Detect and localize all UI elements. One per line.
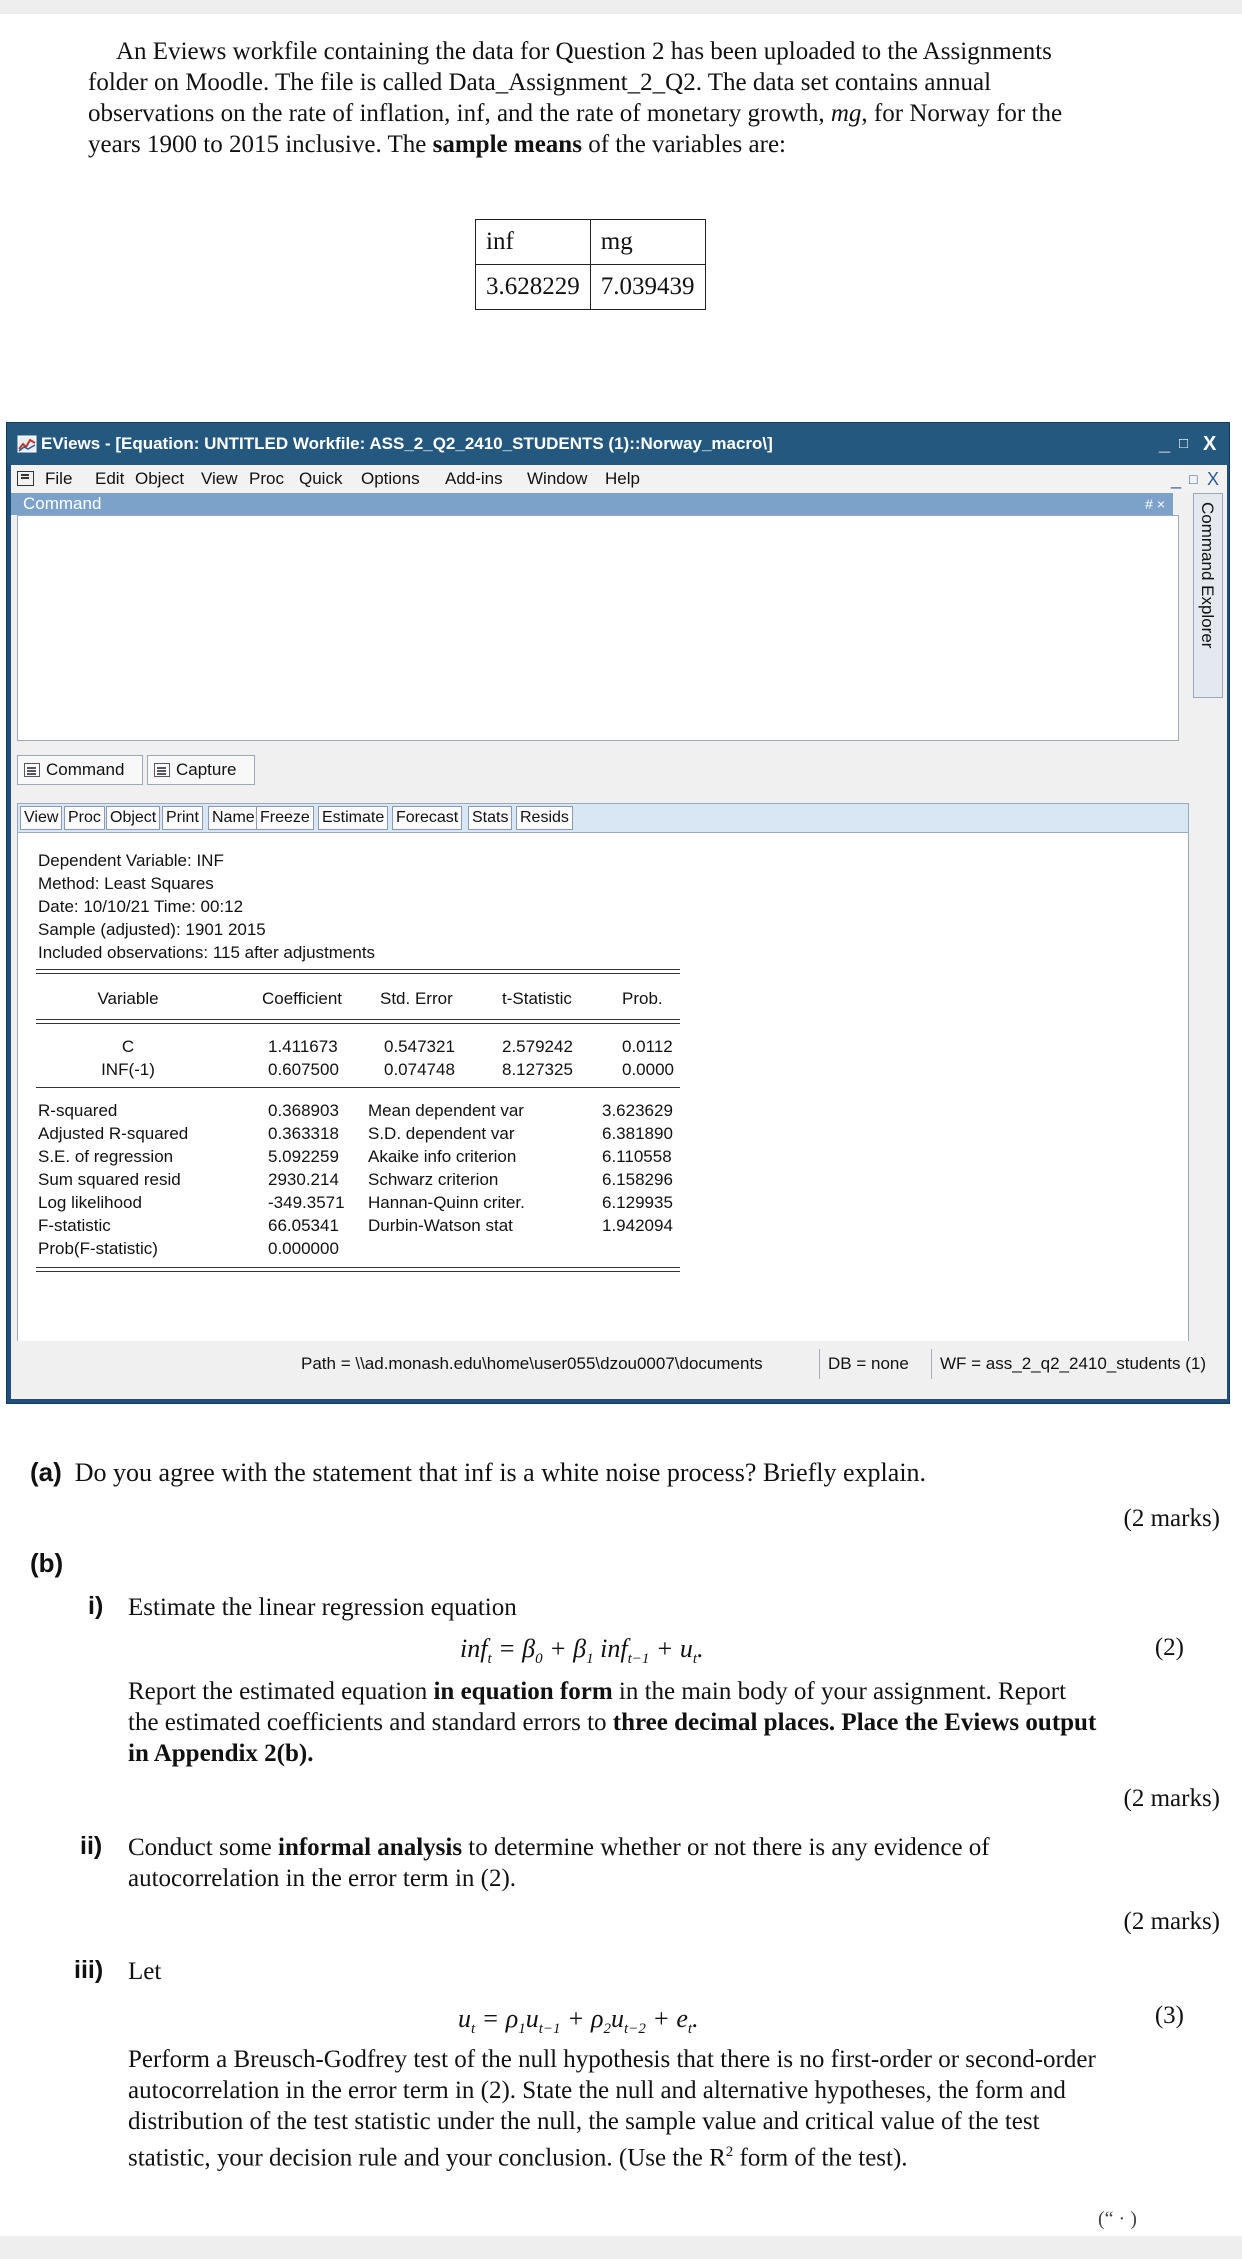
coef-value: 1.411673 — [268, 1037, 338, 1056]
coef-t-stat: 8.127325 — [502, 1060, 573, 1079]
equation-2-number: (2) — [1154, 1634, 1184, 1661]
coef-t-stat: 2.579242 — [502, 1037, 573, 1056]
question-b-ii-number: ii) — [80, 1832, 103, 1860]
stat-value: 0.000000 — [268, 1239, 339, 1258]
eq2-rendered: $inf_t = \beta_0 + \beta_1$ $inf_{t-1} + u_t$. — [460, 1634, 704, 1668]
menu-options[interactable]: Options — [361, 469, 420, 488]
stat-value: 2930.214 — [268, 1170, 339, 1189]
object-button[interactable]: Object — [106, 806, 160, 830]
means-header-mg: mg — [590, 220, 705, 265]
resids-button[interactable]: Resids — [516, 806, 573, 830]
question-a: (a) Do you agree with the statement that inf is a white noise process? Briefly explain. — [30, 1457, 927, 1487]
col-header-std-error: Std. Error — [380, 989, 453, 1008]
stat-label: Mean dependent var — [368, 1101, 524, 1120]
intro-paragraph: An Eviews workfile containing the data for Question 2 has been uploaded to the Assignments folder on Moodle. The file is called Data_Assignment_2_Q2. The data set contains annual observations on the rate of inflation, inf, and the rate of monetary growth, mg, for Norway for the years 1900 to 2015 inclusive. The sample means of the variables are: — [88, 38, 1063, 158]
stat-value: -349.3571 — [268, 1193, 345, 1212]
estimate-button[interactable]: Estimate — [318, 806, 388, 830]
mdi-restore-icon[interactable]: □ — [1189, 471, 1198, 487]
stat-value: 0.368903 — [268, 1101, 339, 1120]
column-header-rule — [36, 1019, 680, 1024]
stat-value: 1.942094 — [602, 1216, 673, 1235]
sample-line: Sample (adjusted): 1901 2015 — [38, 920, 266, 939]
name-button[interactable]: Name — [208, 806, 259, 830]
eviews-window — [6, 422, 1230, 1404]
top-margin — [0, 0, 1242, 14]
stat-value: 3.623629 — [602, 1101, 673, 1120]
pin-close-icon[interactable]: # × — [1145, 496, 1165, 512]
tab-capture[interactable]: Capture — [147, 755, 255, 785]
col-header-coefficient: Coefficient — [262, 989, 343, 1008]
command-tab-icon — [24, 763, 40, 777]
question-a-marks: (2 marks) — [1123, 1505, 1220, 1532]
coef-prob: 0.0112 — [622, 1037, 673, 1056]
coef-var: C — [121, 1037, 135, 1056]
freeze-button[interactable]: Freeze — [256, 806, 314, 830]
dependent-variable-line: Dependent Variable: INF — [38, 851, 224, 870]
coef-std-error: 0.547321 — [384, 1037, 455, 1056]
tab-command[interactable]: Command — [17, 755, 143, 785]
stats-button[interactable]: Stats — [468, 806, 512, 830]
forecast-button[interactable]: Forecast — [392, 806, 462, 830]
coef-rule — [36, 1087, 680, 1088]
method-line: Method: Least Squares — [38, 874, 214, 893]
command-explorer-tab[interactable]: Command Explorer — [1193, 493, 1223, 698]
observations-line: Included observations: 115 after adjustments — [38, 943, 376, 962]
coef-value: 0.607500 — [268, 1060, 339, 1079]
maximize-icon[interactable]: □ — [1179, 435, 1189, 452]
means-value-inf: 3.628229 — [476, 265, 591, 310]
coef-prob: 0.0000 — [622, 1060, 674, 1079]
stat-value: 6.129935 — [602, 1193, 673, 1212]
bottom-rule — [36, 1267, 680, 1272]
question-b-ii-marks: (2 marks) — [1123, 1908, 1220, 1935]
view-button[interactable]: View — [20, 806, 62, 830]
question-b-label: (b) — [30, 1548, 64, 1578]
menu-bar — [11, 465, 1227, 493]
means-value-mg: 7.039439 — [590, 265, 705, 310]
menu-file[interactable]: File — [45, 469, 73, 488]
menu-help[interactable]: Help — [605, 469, 640, 488]
equation-toolbar — [17, 803, 1189, 833]
sample-means-table — [475, 219, 706, 310]
col-header-prob: Prob. — [622, 989, 663, 1008]
stat-label: Schwarz criterion — [368, 1170, 499, 1189]
stat-label: Sum squared resid — [38, 1170, 181, 1189]
coef-std-error: 0.074748 — [384, 1060, 455, 1079]
col-header-t-statistic: t-Statistic — [502, 989, 572, 1008]
menu-window[interactable]: Window — [527, 469, 588, 488]
stat-label: R-squared — [38, 1101, 118, 1120]
stat-label: Hannan-Quinn criter. — [368, 1193, 525, 1212]
system-menu-icon[interactable] — [17, 471, 34, 486]
stat-label: Log likelihood — [38, 1193, 142, 1212]
equation-2 — [460, 1634, 704, 1668]
menu-proc[interactable]: Proc — [249, 469, 284, 488]
print-button[interactable]: Print — [162, 806, 203, 830]
stat-label: S.E. of regression — [38, 1147, 174, 1166]
stat-value: 6.158296 — [602, 1170, 673, 1189]
question-b-ii-text: Conduct some informal analysis to determine whether or not there is any evidence of autocorrelation in the error term in (2). — [128, 1834, 990, 1892]
mdi-close-icon[interactable]: X — [1207, 469, 1220, 489]
status-bar — [11, 1343, 1227, 1385]
regression-output — [17, 833, 1189, 1341]
question-b-i-report: Report the estimated equation in equation form in the main body of your assignment. Report the estimated coefficients and standard errors to three decimal places. Place the Eviews output in Appendix 2(b). — [128, 1678, 1097, 1767]
status-wf: WF = ass_2_q2_2410_students (1) — [931, 1349, 1206, 1379]
eviews-logo-icon — [17, 435, 37, 453]
proc-button[interactable]: Proc — [64, 806, 105, 830]
bottom-margin — [0, 2236, 1242, 2259]
stat-label: Akaike info criterion — [368, 1147, 517, 1166]
menu-view[interactable]: View — [201, 469, 238, 488]
stat-label: S.D. dependent var — [368, 1124, 515, 1143]
stat-value: 6.381890 — [602, 1124, 673, 1143]
coef-var: INF(-1) — [101, 1060, 155, 1079]
stat-label: Adjusted R-squared — [38, 1124, 189, 1143]
menu-edit[interactable]: Edit — [95, 469, 125, 488]
menu-addins[interactable]: Add-ins — [445, 469, 503, 488]
stat-label: Prob(F-statistic) — [38, 1239, 158, 1258]
eviews-title-bar[interactable] — [7, 423, 1229, 465]
stat-value: 5.092259 — [268, 1147, 339, 1166]
equation-3-number: (3) — [1154, 2002, 1184, 2029]
question-b-iii-text: Let — [128, 1958, 162, 1985]
col-header-variable: Variable — [97, 989, 159, 1008]
menu-quick[interactable]: Quick — [299, 469, 343, 488]
stat-label: F-statistic — [38, 1216, 111, 1235]
status-path: Path = \\ad.monash.edu\home\user055\dzou0007\documents — [301, 1354, 763, 1373]
question-b-iii-number: iii) — [74, 1956, 104, 1984]
header-rule — [36, 969, 680, 974]
eviews-title-text: EViews - [Equation: UNTITLED Workfile: ASS_2_Q2_2410_STUDENTS (1)::Norway_macro\] — [41, 434, 773, 453]
question-b-i-number: i) — [88, 1592, 104, 1620]
equation-3 — [458, 2004, 699, 2038]
minimize-icon[interactable]: _ — [1159, 433, 1171, 455]
stat-value: 66.05341 — [268, 1216, 339, 1235]
means-header-inf: inf — [476, 220, 591, 265]
command-window[interactable] — [17, 515, 1179, 741]
stat-value: 6.110558 — [602, 1147, 672, 1166]
stat-value: 0.363318 — [268, 1124, 339, 1143]
cut-off-text: (“ · ) — [1098, 2208, 1137, 2230]
stat-label: Durbin-Watson stat — [368, 1216, 513, 1235]
menu-object[interactable]: Object — [135, 469, 185, 488]
date-line: Date: 10/10/21 Time: 00:12 — [38, 897, 244, 916]
question-b-i-text: Estimate the linear regression equation — [128, 1594, 517, 1621]
eviews-body — [11, 493, 1227, 1399]
eq3-rendered: $u_t = \rho_1u_{t-1} + \rho_2u_{t-2} + e_t$. — [458, 2004, 699, 2038]
mdi-minimize-icon[interactable]: _ — [1171, 469, 1182, 489]
capture-tab-icon — [154, 763, 170, 777]
question-b-i-marks: (2 marks) — [1123, 1785, 1220, 1812]
close-icon[interactable]: X — [1203, 433, 1217, 455]
command-pane-header: Command # × — [11, 493, 1173, 515]
status-db: DB = none — [819, 1349, 909, 1379]
question-b-iii-paragraph: Perform a Breusch-Godfrey test of the null hypothesis that there is no first-order or second-order autocorrelation in the error term in (2). State the null and alternative hypotheses, the form and distribution of the test statistic under the null, the sample value and critical value of the test statistic, your decision rule and your conclusion. (Use the $R^2$ form of the test). — [128, 2046, 1096, 2172]
